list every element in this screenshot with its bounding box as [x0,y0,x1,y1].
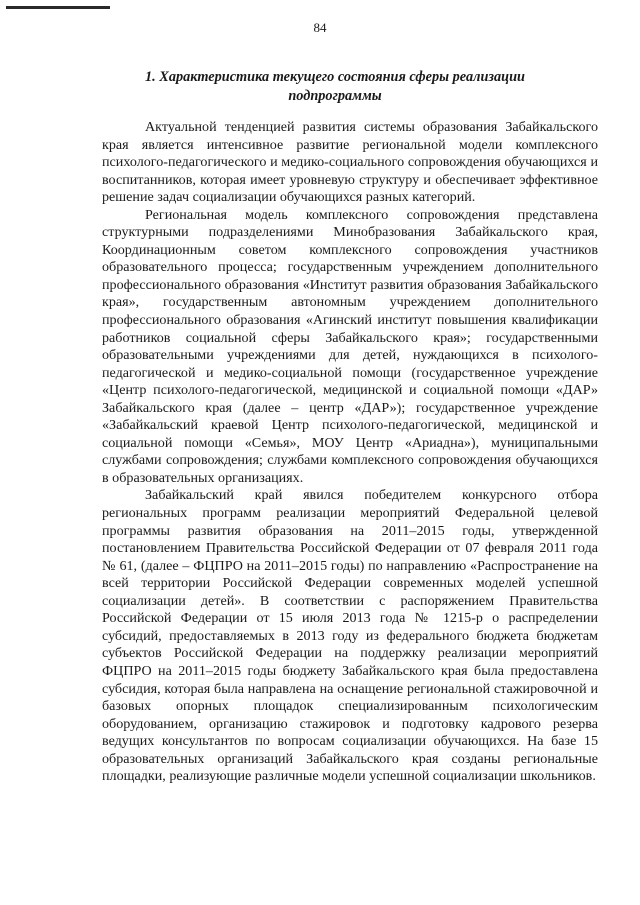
paragraph-competition-winner: Забайкальский край явился победителем конкурсного отбора региональных программ реализации мероприятий Федеральной целевой программы развития образования на 2011–2015 годы, утвержденной постановлением Правительства Российской Федерации от 07 февраля 2011 года № 61, (далее – ФЦПРО на 2011–2015 годы) по направлению «Распространение на всей территории Российской Федерации современных моделей успешной социализации детей». В соответствии с распоряжением Правительства Российской Федерации от 15 июля 2013 года № 1215-р о распределении субсидий, предоставляемых в 2013 году из федерального бюджета бюджетам субъектов Российской Федерации на поддержку реализации мероприятий ФЦПРО на 2011–2015 годы бюджету Забайкальского края была предоставлена субсидия, которая была направлена на оснащение региональной стажировочной и базовых опорных площадок специализированным психологическим оборудованием, организацию стажировок и подготовку кадрового резерва ведущих консультантов по вопросам социализации обучающихся. На базе 15 образовательных организаций Забайкальского края созданы региональные площадки, реализующие различные модели успешной социализации школьников. [102,487,598,785]
section-heading: 1. Характеристика текущего состояния сферы реализации подпрограммы [145,69,525,104]
page-number: 84 [313,20,327,35]
paragraph-regional-model: Региональная модель комплексного сопровождения представлена структурными подразделениями Минобразования Забайкальского края, Координационным советом комплексного сопровождения участников образовательного процесса; государственным учреждением дополнительного профессионального образования «Институт развития образования Забайкальского края», государственным автономным учреждением дополнительного профессионального образования «Агинский институт повышения квалификации работников социальной сферы Забайкальского края»; государственными образовательными учреждениями для детей, нуждающихся в психолого-педагогической и медико-социальной помощи (государственное учреждение «Центр психолого-педагогической, медицинской и социальной помощи «ДАР» Забайкальского края (далее – центр «ДАР»); государственное учреждение «Забайкальский краевой Центр психолого-педагогической, медицинской и социальной помощи «Семья», МОУ Центр «Ариадна»), муниципальными службами сопровождения; службами комплексного сопровождения обучающихся в образовательных организациях. [102,206,598,486]
paragraph-trend: Актуальной тенденцией развития системы образования Забайкальского края является интенсивное развитие региональной модели комплексного психолого-педагогического и медико-социального сопровождения обучающихся и воспитанников, которая имеет уровневую структуру и обеспечивает эффективное решение задач социализации обучающихся разных категорий. [102,119,598,206]
document-body [102,119,598,786]
scan-edge-mark [6,6,110,9]
